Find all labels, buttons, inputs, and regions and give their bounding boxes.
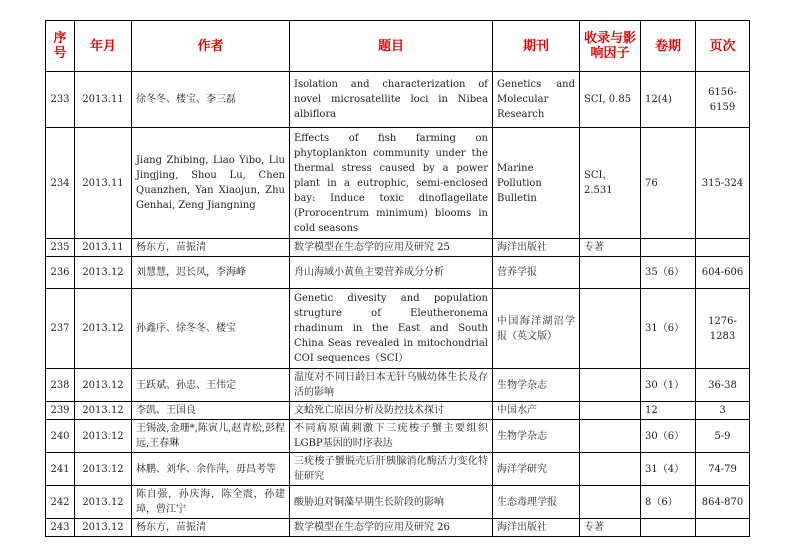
row-issue: 31（4） [641, 453, 696, 486]
header-title: 题目 [290, 21, 493, 72]
table-row [46, 128, 750, 239]
table-row [46, 289, 750, 369]
row-issue: 35（6） [641, 257, 696, 289]
header-journal: 期刊 [493, 21, 580, 72]
row-title: 文蛤死亡原因分析及防控技术探讨 [290, 402, 493, 420]
row-date: 2013.11 [75, 239, 132, 257]
table-row [46, 420, 750, 453]
row-number: 242 [46, 486, 75, 519]
row-date: 2013.12 [75, 486, 132, 519]
row-authors: 王跃斌、孙忠、王伟定 [132, 369, 290, 402]
row-number: 235 [46, 239, 75, 257]
row-authors: 刘慧慧，迟长凤，李海峰 [132, 257, 290, 289]
table-body [46, 72, 750, 537]
row-title: Genetic divesity and population strugture of Eleutheronema rhadinum in the East and South China Seas revealed in mitochondrial COI sequences（SCI） [290, 289, 493, 369]
row-number: 236 [46, 257, 75, 289]
header-issue: 卷期 [641, 21, 696, 72]
table-row [46, 402, 750, 420]
row-number: 233 [46, 72, 75, 128]
row-issue: 12 [641, 402, 696, 420]
row-title: 温度对不同日龄日本无针乌贼幼体生长及存活的影响 [290, 369, 493, 402]
row-index [580, 420, 641, 453]
header-date: 年月 [75, 21, 132, 72]
row-journal: 生物学杂志 [493, 369, 580, 402]
row-number: 237 [46, 289, 75, 369]
header-row [46, 21, 750, 72]
row-issue [641, 239, 696, 257]
row-authors: 徐冬冬、楼宝、李三磊 [132, 72, 290, 128]
row-date: 2013.12 [75, 257, 132, 289]
row-index: 专著 [580, 239, 641, 257]
row-journal: 中国水产 [493, 402, 580, 420]
header-index: 收录与影响因子 [580, 21, 641, 72]
row-date: 2013.12 [75, 420, 132, 453]
row-issue [641, 519, 696, 537]
row-pages: 604-606 [696, 257, 750, 289]
row-pages: 6156-6159 [696, 72, 750, 128]
publication-table [45, 20, 750, 537]
row-number: 243 [46, 519, 75, 537]
table-row [46, 369, 750, 402]
row-index [580, 257, 641, 289]
table-row [46, 72, 750, 128]
header-authors: 作者 [132, 21, 290, 72]
row-journal: 中国海洋湖沼学报（英文版） [493, 289, 580, 369]
row-pages: 1276-1283 [696, 289, 750, 369]
row-journal: 生物学杂志 [493, 420, 580, 453]
row-date: 2013.12 [75, 289, 132, 369]
row-title: 三疣梭子蟹脱壳后肝胰腺消化酶活力变化特征研究 [290, 453, 493, 486]
header-no: 序号 [46, 21, 75, 72]
row-pages [696, 519, 750, 537]
row-pages: 3 [696, 402, 750, 420]
row-pages: 864-870 [696, 486, 750, 519]
row-authors: 林鹏、刘华、余作萍，毋昌考等 [132, 453, 290, 486]
row-journal: 海洋出版社 [493, 519, 580, 537]
row-authors: Jiang Zhibing, Liao Yibo, Liu Jingjing, Shou Lu, Chen Quanzhen, Yan Xiaojun, Zhu Genhai, Zeng Jiangning [132, 128, 290, 239]
row-date: 2013.12 [75, 453, 132, 486]
row-index [580, 453, 641, 486]
row-index [580, 402, 641, 420]
row-issue: 31（6） [641, 289, 696, 369]
table-row [46, 239, 750, 257]
row-authors: 陈自强，孙庆海，陈全震，孙建璋，曾江宁 [132, 486, 290, 519]
row-date: 2013.11 [75, 128, 132, 239]
row-authors: 杨东方，苗振清 [132, 239, 290, 257]
row-title: Isolation and characterization of novel microsatellite loci in Nibea albiflora [290, 72, 493, 128]
row-title: Effects of fish farming on phytoplankton community under the thermal stress caused by a power plant in a eutrophic, semi-enclosed bay: Induce toxic dinoflagellate (Prorocentrum minimum) blooms in cold seasons [290, 128, 493, 239]
row-issue: 8（6） [641, 486, 696, 519]
row-number: 241 [46, 453, 75, 486]
row-pages [696, 239, 750, 257]
row-journal: 海洋学研究 [493, 453, 580, 486]
row-date: 2013.12 [75, 519, 132, 537]
row-number: 240 [46, 420, 75, 453]
row-journal: 生态毒理学报 [493, 486, 580, 519]
row-authors: 李凯、王国良 [132, 402, 290, 420]
row-pages: 315-324 [696, 128, 750, 239]
row-issue: 30（6） [641, 420, 696, 453]
row-authors: 孙鑫序、徐冬冬、楼宝 [132, 289, 290, 369]
row-index [580, 369, 641, 402]
row-index: SCI，2.531 [580, 128, 641, 239]
row-authors: 王锡波,金珊*,陈寅儿,赵青松,彭程远,王春琳 [132, 420, 290, 453]
row-index: 专著 [580, 519, 641, 537]
row-pages: 5-9 [696, 420, 750, 453]
row-number: 239 [46, 402, 75, 420]
row-number: 234 [46, 128, 75, 239]
row-issue: 12(4) [641, 72, 696, 128]
row-date: 2013.12 [75, 369, 132, 402]
row-title: 数学模型在生态学的应用及研究 26 [290, 519, 493, 537]
row-index: SCI, 0.85 [580, 72, 641, 128]
header-pages: 页次 [696, 21, 750, 72]
row-pages: 36-38 [696, 369, 750, 402]
row-journal: 营养学报 [493, 257, 580, 289]
table-row [46, 257, 750, 289]
table-row [46, 486, 750, 519]
row-number: 238 [46, 369, 75, 402]
row-date: 2013.12 [75, 402, 132, 420]
row-pages: 74-79 [696, 453, 750, 486]
row-title: 不同病原菌刺激下三疣梭子蟹主要组织 LGBP基因的时序表达 [290, 420, 493, 453]
row-title: 舟山海域小黄鱼主要营养成分分析 [290, 257, 493, 289]
table-row [46, 519, 750, 537]
row-journal: Marine Pollution Bulletin [493, 128, 580, 239]
row-index [580, 289, 641, 369]
row-issue: 30（1） [641, 369, 696, 402]
row-index [580, 486, 641, 519]
row-journal: 海洋出版社 [493, 239, 580, 257]
row-journal: Genetics and Molecular Research [493, 72, 580, 128]
row-title: 酸胁迫对铜藻早期生长阶段的影响 [290, 486, 493, 519]
row-authors: 杨东方，苗振清 [132, 519, 290, 537]
table-row [46, 453, 750, 486]
row-date: 2013.11 [75, 72, 132, 128]
row-title: 数学模型在生态学的应用及研究 25 [290, 239, 493, 257]
row-issue: 76 [641, 128, 696, 239]
